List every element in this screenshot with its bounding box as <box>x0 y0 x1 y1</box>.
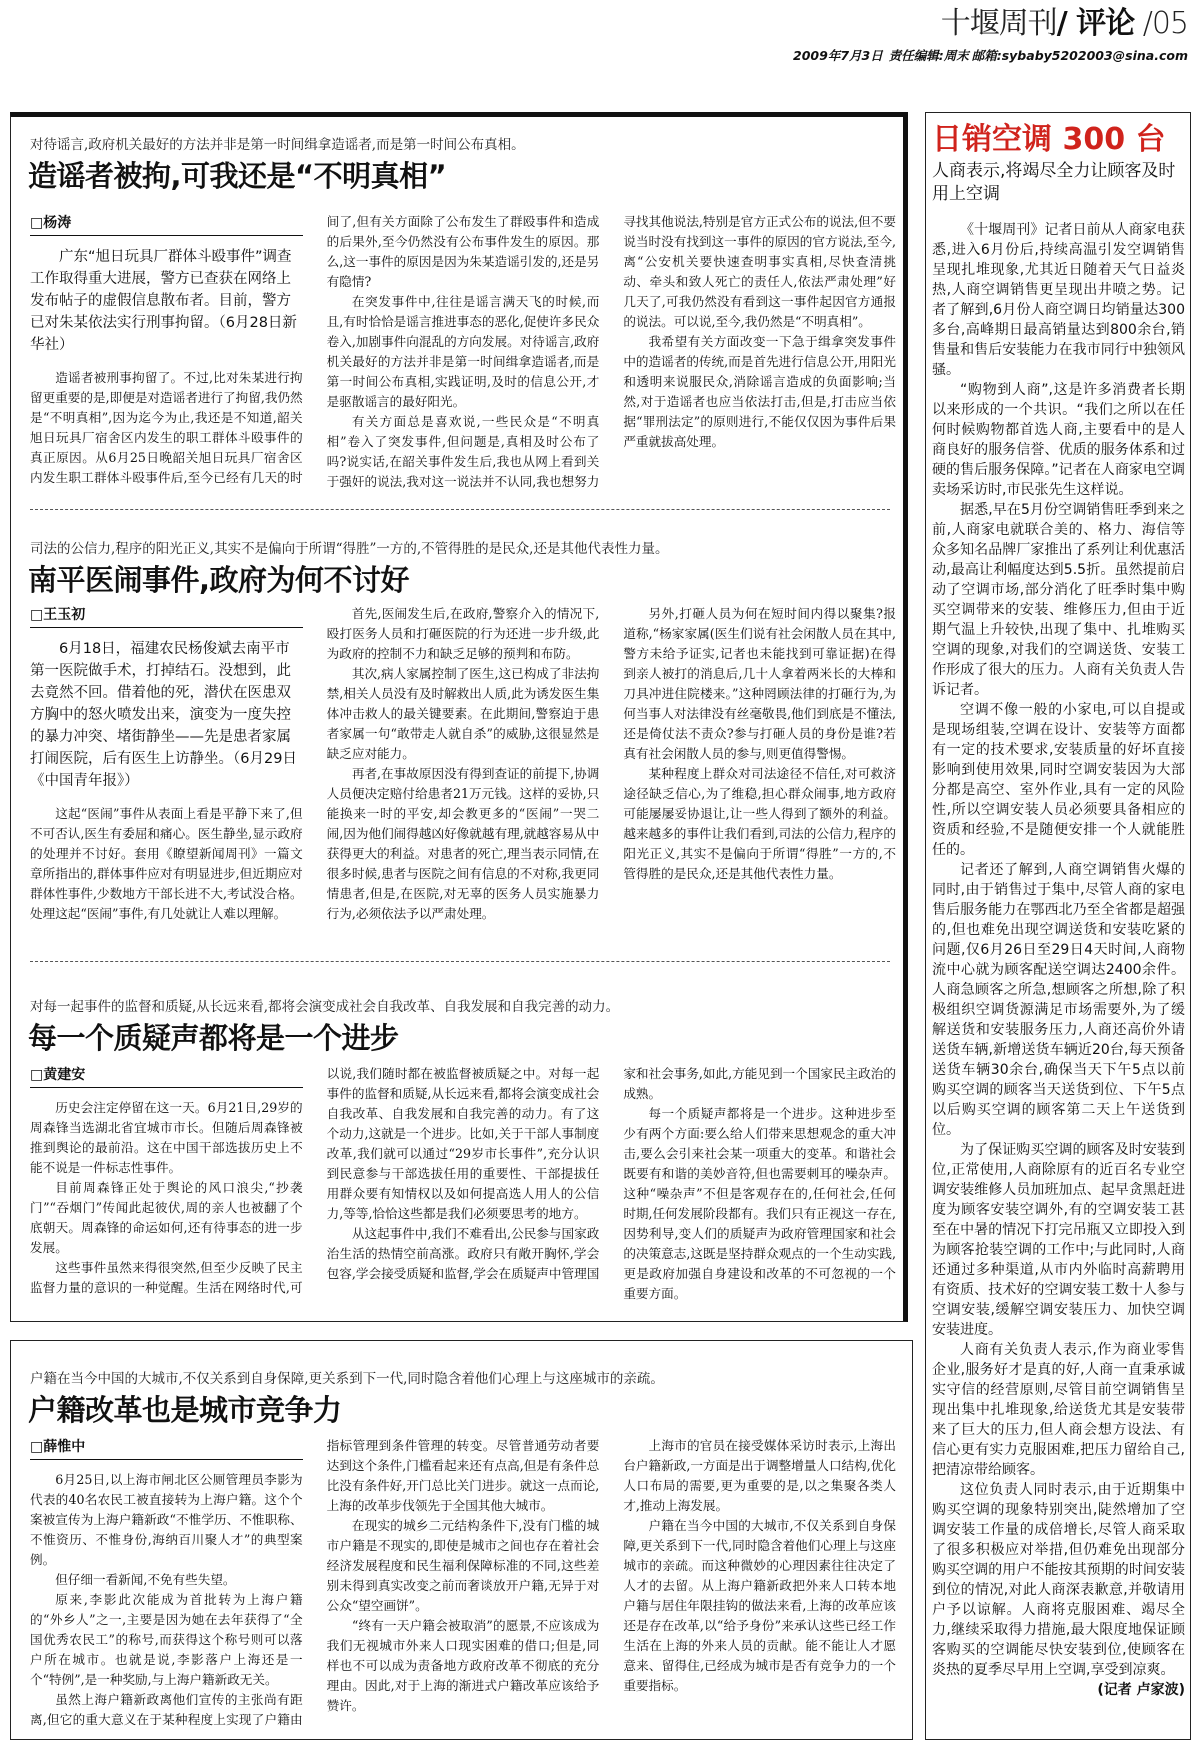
paper-name: 十堰周刊 <box>940 6 1057 41</box>
article-author: □王玉初 <box>30 604 303 628</box>
paragraph: “终有一天户籍会被取消”的愿景,不应该成为我们无视城市外来人口现实困难的借口;但是,同样也不可以成为责备地方政府改革不彻底的充分理由。因此,对于上海的渐进式户籍改革应该给予赞许。 <box>326 1618 600 1713</box>
paragraph: 在现实的城乡二元结构条件下,没有门槛的城市户籍是不现实的,即使是城市之间也存在着社会经济发展程度和民生福利保障标准的不同,这些差别未得到真实改变之前而奢谈放开户籍,无异于对公众“望空画饼”。 <box>326 1518 600 1613</box>
section-divider <box>30 961 890 962</box>
paragraph: 有关方面总是喜欢说,一些民众是“不明真相”卷入了突发事件,但问题是,真相及时公布了吗?说实话,在韶关事件发生后,我也从网上看到关于强奸的说法,我对这一说法并不认同,我也想努力寻找其他说法,特别是官方正式公布的说法,但不要说当时没有找到这一事件的原因的官方说法,至今,离“公安机关要快速查明事实真相,尽快查清挑动、牵头和致人死亡的责任人,依法严肃处理”好几天了,可我仍然没有看到这一事件起因官方通报的说法。可以说,至今,我仍然是“不明真相”。 <box>326 214 896 489</box>
editor: 责任编辑:周末 <box>888 48 969 63</box>
article-body <box>30 1064 896 1316</box>
paragraph: 人商有关负责人表示,作为商业零售企业,服务好才是真的好,人商一直秉承诚实守信的经营原则,尽管目前空调销售呈现出集中扎堆现象,给送货尤其是安装带来了巨大的压力,但人商会想方设法、有信心更有实力克服困难,把压力留给自己,把清凉带给顾客。 <box>932 1342 1185 1478</box>
article-author: □薛惟中 <box>30 1436 303 1460</box>
article-lead: 6月18日，福建农民杨俊斌去南平市第一医院做手术，打掉结石。没想到，此去竟然不回。借着他的死，潜伏在医患双方胸中的怒火喷发出来，演变为一度失控的暴力冲突、堵街静坐——先是患者家属打闹医院，后有医生上访静坐。（6月29日《中国青年报》） <box>30 641 297 789</box>
issue-date: 2009年7月3日 <box>793 48 883 63</box>
sidebar-title: 日销空调 300 台 <box>932 122 1166 157</box>
article-kicker: 对每一起事件的监督和质疑,从长远来看,都将会演变成社会自我改革、自我发展和自我完善的动力。 <box>30 999 620 1015</box>
paragraph: 我希望有关方面改变一下急于缉拿突发事件中的造谣者的传统,而是首先进行信息公开,用阳光和透明来说服民众,消除谣言造成的负面影响;当然,对于造谣者也应当依法打击,但是,打击应当依据“罪刑法定”的原则进行,不能仅仅因为事件后果严重就拔高处理。 <box>623 334 896 449</box>
article-kicker: 户籍在当今中国的大城市,不仅关系到自身保障,更关系到下一代,同时隐含着他们心理上与这座城市的亲疏。 <box>30 1371 664 1387</box>
paragraph: 历史会注定停留在这一天。6月21日,29岁的周森锋当选湖北省宜城市市长。但随后周森锋被推到舆论的最前沿。这在中国干部选拔历史上不能不说是一件标志性事件。 <box>30 1100 303 1175</box>
paragraph: 上海市的官员在接受媒体采访时表示,上海出台户籍新政,一方面是出于调整增量人口结构,优化人口布局的需要,更为重要的是,以之集聚各类人才,推动上海发展。 <box>623 1438 896 1513</box>
article-title: 户籍改革也是城市竞争力 <box>28 1393 342 1427</box>
masthead-title: 十堰周刊/ 评论 /05 <box>940 6 1188 41</box>
paragraph: “购物到人商”,这是许多消费者长期以来形成的一个共识。“我们之所以在任何时候购物都首选人商,主要看中的是人商良好的服务信誉、优质的服务体系和过硬的售后服务保障。”记者在人商家电空调卖场采访时,市民张先生这样说。 <box>932 382 1185 498</box>
page-masthead <box>787 4 1188 64</box>
paragraph: 这些事件虽然来得很突然,但至少反映了民主监督力量的意识的一种觉醒。生活在网络时代,可以说,我们随时都在被监督被质疑之中。对每一起事件的监督和质疑,从长远来看,都将会演变成社会自我改革、自我发展和自我完善的动力。有了这个动力,这就是一个进步。比如,关于干部人事制度改革,我们就可以通过“29岁市长事件”,充分认识到民意参与干部选拔任用的重要性、干部提拔任用群众要有知情权以及如何提高选人用人的公信力,等等,恰恰这些都是我们必须要思考的地方。 <box>30 1066 600 1295</box>
paragraph: 从这起事件中,我们不难看出,公民参与国家政治生活的热情空前高涨。政府只有敞开胸怀,学会包容,学会接受质疑和监督,学会在质疑声中管理国家和社会事务,如此,方能见到一个国家民主政治的成熟。 <box>326 1066 896 1281</box>
sidebar-article <box>925 112 1191 1740</box>
paragraph: 在突发事件中,往往是谣言满天飞的时候,而且,有时恰恰是谣言推进事态的恶化,促使许多民众卷入,加剧事件向混乱的方向发展。对待谣言,政府机关最好的方法并非是第一时间缉拿造谣者,而是第一时间公布真相,实践证明,及时的信息公开,才是驱散谣言的最好阳光。 <box>326 294 600 409</box>
article-lead: 广东“旭日玩具厂群体斗殴事件”调查工作取得重大进展，警方已查获在网络上发布帖子的虚假信息散布者。目前，警方已对朱某依法实行刑事拘留。（6月28日新华社） <box>30 249 297 353</box>
page-number: 05 <box>1151 6 1188 41</box>
masthead-info <box>787 46 1188 64</box>
paragraph: 某种程度上群众对司法途径不信任,对可救济途径缺乏信心,为了维稳,担心群众闹事,地方政府可能屡屡妥协退让,让一些人得到了额外的利益。越来越多的事件让我们看到,司法的公信力,程序的阳光正义,其实不是偏向于所谓“得胜”一方的,不管得胜的是民众,还是其他代表性力量。 <box>623 766 896 881</box>
paragraph: 这起“医闹”事件从表面上看是平静下来了,但不可否认,医生有委屈和痛心。医生静坐,显示政府的处理并不讨好。套用《瞭望新闻周刊》一篇文章所指出的,群体事件应对有明显进步,但近期应对群体性事件,少数地方干部长进不大,考试没合格。处理这起“医闹”事件,有几处就让人难以理解。 <box>30 806 303 921</box>
paragraph: 造谣者被刑事拘留了。不过,比对朱某进行拘留更重要的是,即便是对造谣者进行了拘留,我仍然是“不明真相”,因为迄今为止,我还是不知道,韶关旭日玩具厂宿舍区内发生的职工群体斗殴事件的真正原因。从6月25日晚韶关旭日玩具厂宿舍区内发生职工群体斗殴事件后,至今已经有几天的时间了,但有关方面除了公布发生了群殴事件和造成的后果外,至今仍然没有公布事件发生的原因。那么,这一事件的原因是因为朱某造谣引发的,还是另有隐情? <box>30 214 600 485</box>
article-kicker: 对待谣言,政府机关最好的方法并非是第一时间缉拿造谣者,而是第一时间公布真相。 <box>30 137 525 153</box>
article-kicker: 司法的公信力,程序的阳光正义,其实不是偏向于所谓“得胜”一方的,不管得胜的是民众,还是其他代表性力量。 <box>30 541 669 557</box>
section-name: 评论 <box>1076 6 1135 41</box>
paragraph: 原来,李影此次能成为首批转为上海户籍的“外乡人”之一,主要是因为她在去年获得了“全国优秀农民工”的称号,而获得这个称号则可以落户所在城市。也就是说,李影落户上海还是一个“特例”,是一种奖励,与上海户籍新政无关。 <box>30 1592 303 1687</box>
article-author: □黄建安 <box>30 1064 303 1088</box>
article-body <box>30 604 896 954</box>
article-author: □杨涛 <box>30 212 303 236</box>
paragraph: 每一个质疑声都将是一个进步。这种进步至少有两个方面:要么给人们带来思想观念的重大冲击,要么会引来社会某一项重大的变革。和谐社会既要有和谐的美妙音符,但也需要刺耳的噪杂声。这种“噪杂声”不但是客观存在的,任何社会,任何时期,任何发展阶段都有。我们只有正视这一存在,因势利导,变人们的质疑声为政府管理国家和社会的决策意志,这既是坚持群众观点的一个生动实践,更是政府加强自身建设和改革的不可忽视的一个重要方面。 <box>623 1106 896 1301</box>
paragraph: 但仔细一看新闻,不免有些失望。 <box>55 1572 236 1587</box>
article-title: 造谣者被拘,可我还是“不明真相” <box>28 159 447 193</box>
paragraph: 6月25日,以上海市闸北区公厕管理员李影为代表的40名农民工被直接转为上海户籍。这个个案被宣传为上海户籍新政“不惟学历、不惟职称、不惟资历、不惟身份,海纳百川聚人才”的典型案例。 <box>30 1472 303 1567</box>
section-divider <box>30 509 890 510</box>
paragraph: 首先,医闹发生后,在政府,警察介入的情况下,殴打医务人员和打砸医院的行为还进一步升级,此为政府的控制不力和缺乏足够的预判和布防。 <box>326 606 600 661</box>
sidebar-subtitle: 人商表示,将竭尽全力让顾客及时用上空调 <box>932 161 1176 204</box>
paragraph: 据悉,早在5月份空调销售旺季到来之前,人商家电就联合美的、格力、海信等众多知名品牌厂家推出了系列让利优惠活动,最高让利幅度达到5.5折。虽然提前启动了空调市场,部分消化了旺季时集中购买空调带来的安装、维修压力,但由于近期气温上升较快,出现了集中、扎堆购买空调的现象,对我们的空调送货、安装工作形成了很大的压力。人商有关负责人告诉记者。 <box>932 502 1185 698</box>
article-title: 南平医闹事件,政府为何不讨好 <box>28 563 410 597</box>
paragraph: 另外,打砸人员为何在短时间内得以聚集?报道称,“杨家家属(医生们说有社会闲散人员在其中,警方未给予证实,记者也未能找到可靠证据)在得到亲人被打的消息后,几十人拿着两米长的大棒和刀具冲进住院楼来。”这种罔顾法律的打砸行为,为何当事人对法律没有丝毫敬畏,他们到底是不懂法,还是倚仗法不责众?参与打砸人员的身份是谁?若真有社会闲散人员的参与,则更值得警惕。 <box>623 606 896 761</box>
paragraph: 再者,在事故原因没有得到查证的前提下,协调人员便决定赔付给患者21万元钱。这样的妥协,只能换来一时的平安,却会教更多的“医闹”一哭二闹,因为他们闹得越凶好像就越有理,就越容易从中获得更大的利益。对患者的死亡,理当表示同情,在很多时候,患者与医院之间有信息的不对称,我更同情患者,但是,在医院,对无辜的医务人员实施暴力行为,必须依法予以严肃处理。 <box>326 766 600 921</box>
paragraph: 记者还了解到,人商空调销售火爆的同时,由于销售过于集中,尽管人商的家电售后服务能力在鄂西北乃至全省都是超强的,但也难免出现空调送货和安装吃紧的问题,仅6月26日至29日4天时间,人商物流中心就为顾客配送空调达2400余件。人商急顾客之所急,想顾客之所想,除了积极组织空调货源满足市场需要外,为了缓解送货和安装服务压力,人商还高价外请送货车辆,新增送货车辆近20台,每天预备送货车辆30余台,确保当天下午5点以前购买空调的顾客当天送货到位、下午5点以后购买空调的顾客第二天上午送货到位。 <box>932 862 1185 1138</box>
email: 邮箱:sybaby5202003@sina.com <box>971 48 1188 63</box>
paragraph: 这位负责人同时表示,由于近期集中购买空调的现象特别突出,陡然增加了空调安装工作量的成倍增长,尽管人商采取了很多积极应对举措,但仍难免出现部分购买空调的用户不能按其预期的时间安装到位的情况,对此人商深表歉意,并敬请用户予以谅解。人商将克服困难、竭尽全力,继续采取得力措施,最大限度地保证顾客购买的空调能尽快安装到位,使顾客在炎热的夏季尽早用上空调,享受到凉爽。 <box>932 1482 1185 1678</box>
paragraph: 户籍在当今中国的大城市,不仅关系到自身保障,更关系到下一代,同时隐含着他们心理上与这座城市的亲疏。而这种微妙的心理因素往往决定了人才的去留。从上海户籍新政把外来人口转本地户籍与居住年限挂钩的做法来看,上海的改革应该还是存在改革,以“给予身份”来承认这些已经工作生活在上海的外来人员的贡献。能不能让人才愿意来、留得住,已经成为城市是否有竞争力的一个重要指标。 <box>623 1518 896 1693</box>
paragraph: 目前周森锋正处于舆论的风口浪尖,“抄袭门”“吞烟门”传闻此起彼伏,周的亲人也被翻了个底朝天。周森锋的命运如何,还有待事态的进一步发展。 <box>30 1180 303 1255</box>
article-body <box>30 1436 896 1736</box>
paragraph: 《十堰周刊》记者日前从人商家电获悉,进入6月份后,持续高温引发空调销售呈现扎堆现象,尤其近日随着天气日益炎热,人商空调销售更呈现出井喷之势。记者了解到,6月份人商空调日均销量达300多台,高峰期日最高销量达到800余台,销售量和售后安装能力在我市同行中独领风骚。 <box>932 222 1185 378</box>
sidebar-byline: (记者 卢家波) <box>1097 1682 1185 1698</box>
sidebar-body <box>932 220 1185 1700</box>
paragraph: 其次,病人家属控制了医生,这已构成了非法拘禁,相关人员没有及时解救出人质,此为诱发医生集体冲击救人的最关键要素。在此期间,警察迫于患者家属一句“敢带走人就自杀”的威胁,这很显然是缺乏应对能力。 <box>326 666 600 761</box>
article-title: 每一个质疑声都将是一个进步 <box>28 1021 399 1055</box>
paragraph: 虽然上海户籍新政离他们宣传的主张尚有距离,但它的重大意义在于某种程度上实现了户籍由指标管理到条件管理的转变。尽管普通劳动者要达到这个条件,门槛看起来还有点高,但是有条件总比没有条件好,开门总比关门进步。就这一点而论,上海的改革步伐领先于全国其他大城市。 <box>30 1438 600 1727</box>
paragraph: 为了保证购买空调的顾客及时安装到位,正常使用,人商除原有的近百名专业空调安装维修人员加班加点、起早贪黑赶进度为顾客安装空调外,有的空调安装工甚至在中暑的情况下打完吊瓶又立即投入到为顾客抢装空调的工作中;与此同时,人商还通过多种渠道,从市内外临时高薪聘用有资质、技术好的空调安装工数十人参与空调安装,缓解空调安装压力、加快空调安装进度。 <box>932 1142 1185 1338</box>
paragraph: 空调不像一般的小家电,可以自提或是现场组装,空调在设计、安装等方面都有一定的技术要求,安装质量的好坏直接影响到使用效果,同时空调安装因为大部分都是高空、室外作业,具有一定的风险性,所以空调安装人员必须要具备相应的资质和经验,不是随便安排一个人就能胜任的。 <box>932 702 1185 858</box>
article-body <box>30 212 896 492</box>
